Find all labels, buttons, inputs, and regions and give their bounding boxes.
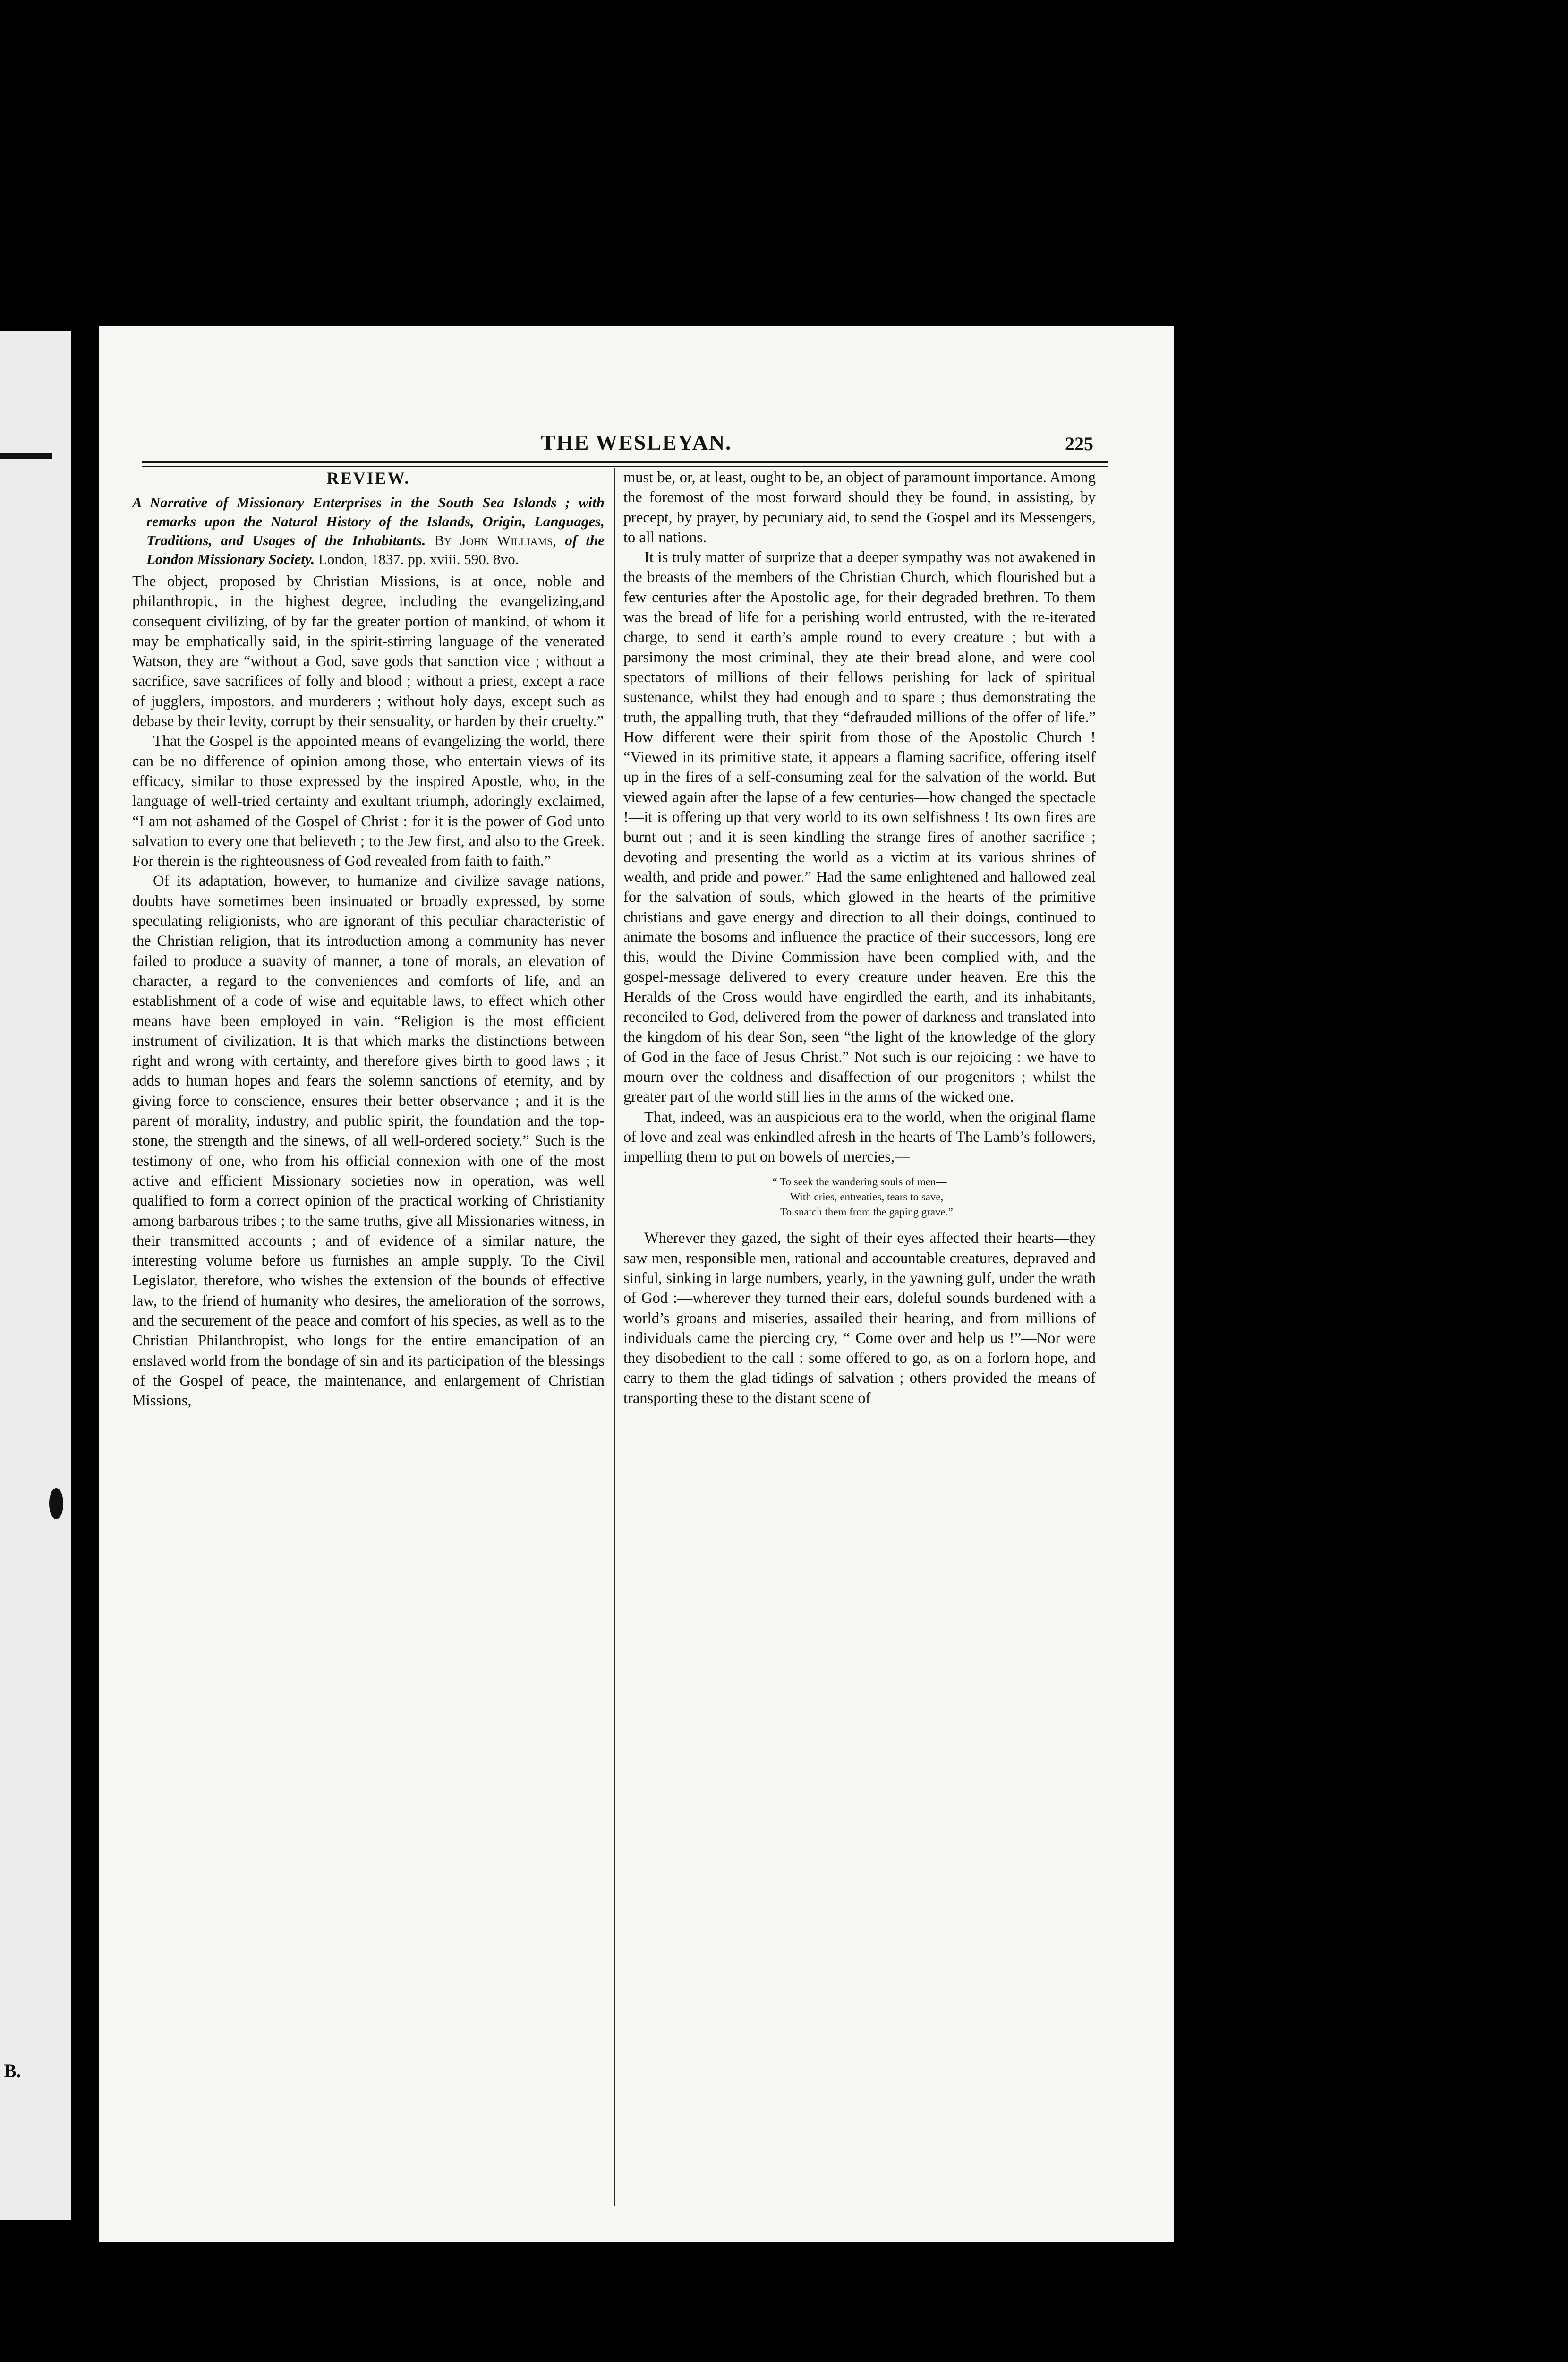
paragraph: The object, proposed by Christian Missions, is at once, noble and philanthropic, in the highest degree, including the evangelizing,and consequent civilizing, of by far the greater portion of mankind, of whom it may be emphatically said, in the spirit-stirring language of the venerated Watson, they are “without a God, save gods that sanction vice ; without a sacrifice, save sacrifices of folly and blood ; without a priest, except a race of jugglers, impostors, and murderers ; without holy days, except such as debase by their levity, corrupt by their sensuality, or harden by their cruelty.” (132, 573, 605, 730)
left-column (132, 468, 605, 1411)
running-head: THE WESLEYAN. (541, 430, 732, 454)
verse-line: With cries, entreaties, tears to save, (790, 1191, 944, 1203)
page-number: 225 (1065, 433, 1093, 454)
column-divider (614, 468, 615, 2206)
paragraph: It is truly matter of surprize that a deeper sympathy was not awakened in the breasts of the members of the Christian Church, which flourished but a few centuries after the Apostolic age, for their degraded brethren. To them was the bread of life for a perishing world entrusted, with the re-iterated charge, to send it earth’s ample round to every creature ; but with a parsimony the most criminal, they ate their bread alone, and were cool spectators of millions of their fellows perishing for lack of spiritual sustenance, whilst they had enough and to spare ; thus demonstrating the truth, the appalling truth, that they “defrauded millions of the offer of life.” How different were their spirit from those of the Apostolic Church ! “Viewed in its primitive state, it appears a flaming sacrifice, offering itself up in the fires of a self-consuming zeal for the salvation of the world. But viewed again after the lapse of a few centuries—how changed the spectacle !—it is offering up that very world to its own selfishness ! Its own fires are burnt out ; and it is seen kindling the strange fires of another sacrifice ; devoting and presenting the world as a victim at its various shrines of wealth, and pride and power.” Had the same enlightened and hallowed zeal for the salvation of souls, which glowed in the hearts of the primitive christians and gave energy and direction to all their doings, continued to animate the bosoms and influence the practice of their successors, long ere this, would the Divine Commission have been complied with, and the gospel-message delivered to every creature under heaven. Ere this the Heralds of the Cross would have engirdled the earth, and its inhabitants, reconciled to God, delivered from the power of darkness and translated into the kingdom of his dear Son, seen “the light of the knowledge of the glory of God in the face of Jesus Christ.” Not such is our rejoicing : we have to mourn over the coldness and disaffection of our progenitors ; whilst the greater part of the world still lies in the arms of the wicked one. (623, 549, 1096, 1106)
paragraph: That, indeed, was an auspicious era to the world, when the original flame of love and zeal was enkindled afresh in the hearts of The Lamb’s followers, impelling them to put on bowels of mercies,— (623, 1108, 1096, 1166)
book-society: of the London Missionary Society. (146, 532, 605, 567)
paragraph: That the Gospel is the appointed means of evangelizing the world, there can be no difference of opinion among those, who entertain views of its efficacy, similar to those expressed by the inspired Apostle, who, in the language of well-tried certainty and exultant triumph, adoringly exclaimed, “I am not ashamed of the Gospel of Christ : for it is the power of God unto salvation to every one that believeth ; to the Jew first, and also to the Greek. For therein is the righteousness of God revealed from faith to faith.” (132, 733, 605, 870)
facing-page-letter: B. (4, 2060, 21, 2081)
paragraph: Of its adaptation, however, to humanize and civilize savage nations, doubts have sometimes been insinuated or broadly expressed, by some speculating religionists, who are ignorant of this peculiar characteristic of the Christian religion, that its introduction among a community has never failed to produce a suavity of manner, a tone of morals, an elevation of character, a regard to the conveniences and comforts of life, and an establishment of a code of wise and equitable laws, to effect which other means have been employed in vain. “Religion is the most efficient instrument of civilization. It is that which marks the distinctions between right and wrong with certainty, and therefore gives birth to good laws ; it adds to human hopes and fears the solemn sanctions of eternity, and by giving force to conscience, ensures their better observance ; and it is the parent of morality, industry, and public spirit, the foundation and the top-stone, the strength and the sinews, of all well-ordered society.” Such is the testimony of one, who from his official connexion with one of the most active and efficient Missionary societies now in operation, was well qualified to form a correct opinion of the practical working of Christianity among barbarous tribes ; to the same truths, give all Missionaries witness, in their transmitted accounts ; and of evidence of a similar nature, the interesting volume before us furnishes an ample supply. To the Civil Legislator, therefore, who wishes the extension of the bounds of effective law, to the friend of humanity who desires, the amelioration of the sorrows, and the securement of the peace and comfort of his species, as well as to the Christian Philanthropist, who longs for the entire emancipation of an enslaved world from the bondage of sin and its participation of the blessings of the Gospel of peace, the maintenance, and enlargement of Christian Missions, (132, 873, 605, 1410)
right-column (623, 468, 1096, 1408)
paragraph: Wherever they gazed, the sight of their eyes affected their hearts—they saw men, responsible men, rational and accountable creatures, depraved and sinful, sinking in large numbers, yearly, in the yawning gulf, under the wrath of God :—wherever they turned their ears, doleful sounds burdened with a world’s groans and miseries, assailed their hearing, and from millions of individuals came the piercing cry, “ Come over and help us !”—Nor were they disobedient to the call : some offered to go, as on a forlorn hope, and carry to them the glad tidings of salvation ; others provided the means of transporting these to the distant scene of (623, 1230, 1096, 1407)
book-entry (132, 493, 605, 569)
facing-page-ornament (49, 1488, 63, 1519)
facing-page-edge (0, 331, 71, 2220)
section-title: REVIEW. (326, 469, 410, 488)
book-title: A Narrative of Missionary Enterprises in the South Sea Islands ; with remarks upon the Natural History of the Islands, Origin, Languages, Traditions, and Usages of the Inhabitants. (132, 494, 605, 548)
printed-page (99, 326, 1174, 2242)
header-rule (142, 461, 1108, 463)
facing-page-rule (0, 453, 52, 459)
paragraph: must be, or, at least, ought to be, an object of paramount importance. Among the foremost of the most forward should they be found, in assisting, by precept, by prayer, by pecuniary aid, to send the Gospel and its Messengers, to all nations. (623, 469, 1096, 546)
verse-line: To snatch them from the gaping grave.” (780, 1206, 953, 1218)
header-rule-thin (142, 466, 1108, 467)
verse-line: “ To seek the wandering souls of men— (772, 1176, 947, 1188)
verse-quotation (623, 1174, 1096, 1220)
book-publication: London, 1837. pp. xviii. 590. 8vo. (318, 551, 519, 567)
book-author: By John Williams, (434, 532, 557, 548)
